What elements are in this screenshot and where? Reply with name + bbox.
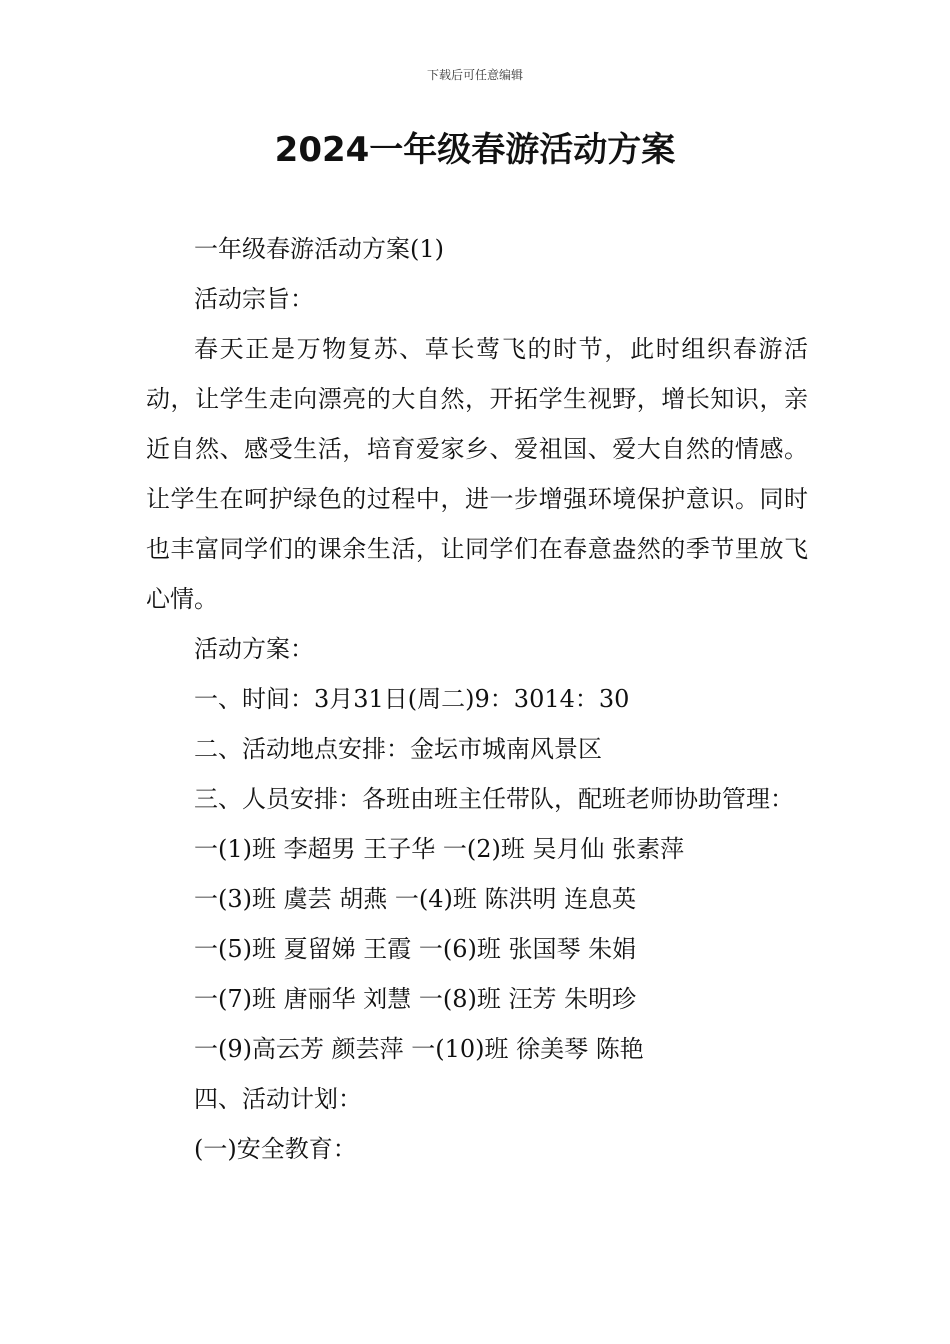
staff-row: 一(3)班 虞芸 胡燕 一(4)班 陈洪明 连息英 (194, 885, 637, 913)
subheading-plan: 活动方案： (194, 635, 314, 663)
document-body (146, 224, 808, 1174)
section-heading: 一年级春游活动方案(1) (194, 235, 444, 263)
staff-row: 一(7)班 唐丽华 刘慧 一(8)班 汪芳 朱明珍 (194, 985, 637, 1013)
plan-item-time: 一、时间：3月31日(周二)9：3014：30 (194, 685, 630, 713)
header-note: 下载后可任意编辑 (426, 68, 523, 82)
staff-row: 一(5)班 夏留娣 王霞 一(6)班 张国琴 朱娟 (194, 935, 637, 963)
paragraph-purpose: 春天正是万物复苏、草长莺飞的时节，此时组织春游活动，让学生走向漂亮的大自然，开拓学生视野，增长知识，亲近自然、感受生活，培育爱家乡、爱祖国、爱大自然的情感。让学生在呵护绿色的过程中，进一步增强环境保护意识。同时也丰富同学们的课余生活，让同学们在春意盎然的季节里放飞心情。 (146, 335, 808, 613)
staff-row: 一(1)班 李超男 王子华 一(2)班 吴月仙 张素萍 (194, 835, 685, 863)
subheading-purpose: 活动宗旨： (194, 285, 314, 313)
document-title: 2024一年级春游活动方案 (274, 130, 676, 170)
plan-item-schedule: 四、活动计划： (194, 1085, 362, 1113)
plan-subitem-safety: (一)安全教育： (194, 1135, 357, 1163)
plan-item-staff: 三、人员安排：各班由班主任带队，配班老师协助管理： (194, 785, 794, 813)
staff-row: 一(9)高云芳 颜芸萍 一(10)班 徐美琴 陈艳 (194, 1035, 644, 1063)
plan-item-location: 二、活动地点安排：金坛市城南风景区 (194, 735, 602, 763)
